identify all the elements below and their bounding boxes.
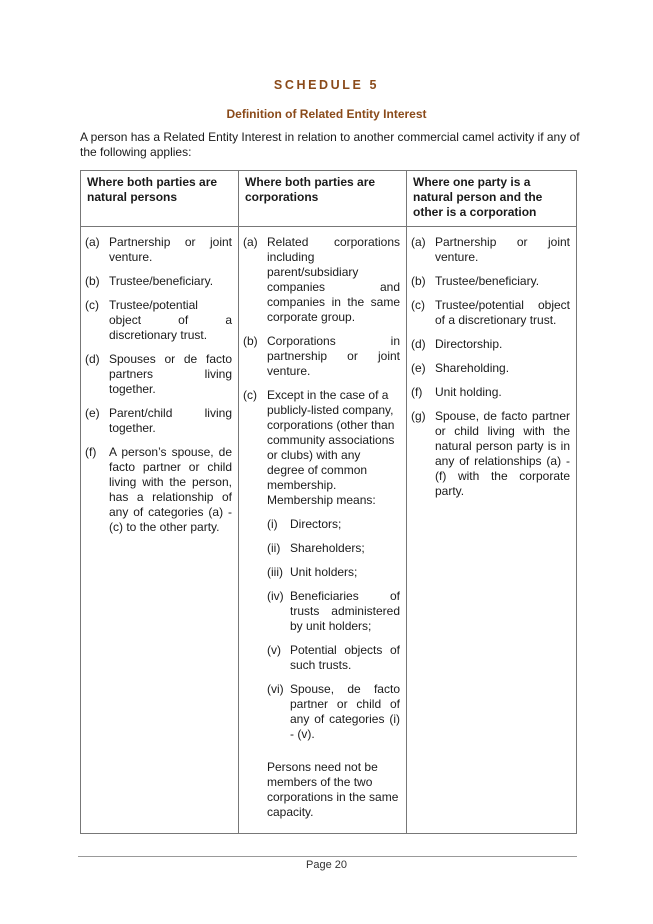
table-header-row — [81, 171, 577, 227]
sub-item-text: Unit holders; — [290, 565, 358, 579]
membership-sublist — [267, 517, 400, 742]
item-label: (d) — [85, 352, 100, 366]
mixed-list — [411, 235, 570, 499]
list-item — [411, 337, 570, 352]
list-item — [85, 352, 232, 397]
item-label: (f) — [411, 385, 423, 399]
item-text: Unit holding. — [435, 385, 502, 399]
list-item — [85, 274, 232, 289]
item-text: Partnership or joint venture. — [109, 235, 232, 264]
item-label: (b) — [243, 334, 258, 348]
schedule-subtitle: Definition of Related Entity Interest — [226, 107, 427, 121]
sub-item-label: (vi) — [267, 682, 284, 696]
sub-item-text: Potential objects of such trusts. — [290, 643, 400, 672]
list-item — [85, 445, 232, 535]
item-text: Spouses or de facto partners living together. — [109, 352, 232, 396]
capacity-note: Persons need not be members of the two corporations in the same capacity. — [267, 760, 399, 819]
item-text: Related corporations including parent/subsidiary companies and companies in the same corporate group. — [267, 235, 400, 324]
sub-list-item — [267, 541, 400, 556]
item-label: (c) — [85, 298, 99, 312]
item-text: Parent/child living together. — [109, 406, 232, 435]
list-item — [85, 298, 232, 343]
item-text: Corporations in partnership or joint venture. — [267, 334, 400, 378]
sub-item-label: (iv) — [267, 589, 284, 603]
item-label: (a) — [243, 235, 258, 249]
item-text: Partnership or joint venture. — [435, 235, 570, 264]
list-item — [411, 274, 570, 289]
sub-item-text: Shareholders; — [290, 541, 365, 555]
list-item — [411, 409, 570, 499]
natural-persons-list — [85, 235, 232, 535]
sub-item-label: (iii) — [267, 565, 283, 579]
list-item — [411, 361, 570, 376]
item-label: (b) — [85, 274, 100, 288]
footer-divider — [78, 856, 577, 857]
sub-item-label: (ii) — [267, 541, 281, 555]
sub-item-label: (i) — [267, 517, 278, 531]
column-header-mixed: Where one party is a natural person and the other is a corporation — [407, 171, 577, 227]
item-text: Trustee/potential object of a discretionary trust. — [109, 298, 232, 342]
item-label: (a) — [85, 235, 100, 249]
sub-list-item — [267, 643, 400, 673]
column-natural-persons — [81, 227, 239, 834]
item-label: (a) — [411, 235, 426, 249]
corporations-list — [243, 235, 400, 751]
item-text: Spouse, de facto partner or child living with the natural person party is in any of relationships (a) - (f) with the corporate party. — [435, 409, 570, 498]
item-label: (e) — [85, 406, 100, 420]
sub-item-text: Directors; — [290, 517, 342, 531]
item-text: Trustee/potential object of a discretionary trust. — [435, 298, 570, 327]
item-label: (b) — [411, 274, 426, 288]
list-item — [411, 298, 570, 328]
item-text: Trustee/beneficiary. — [435, 274, 540, 288]
sub-item-text: Beneficiaries of trusts administered by unit holders; — [290, 589, 400, 633]
list-item — [411, 385, 570, 400]
column-header-natural-persons: Where both parties are natural persons — [81, 171, 239, 227]
list-item — [243, 388, 400, 751]
sub-list-item — [267, 517, 400, 532]
list-item — [85, 406, 232, 436]
related-entity-interest-table — [80, 170, 577, 834]
column-corporations — [239, 227, 407, 834]
item-text: Directorship. — [435, 337, 503, 351]
item-label: (d) — [411, 337, 426, 351]
item-text: Except in the case of a publicly-listed company, corporations (other than community associations or clubs) with any degree of common membership. Membership means: — [267, 388, 395, 507]
column-mixed — [407, 227, 577, 834]
list-item — [243, 334, 400, 379]
item-label: (c) — [243, 388, 257, 402]
intro-paragraph: A person has a Related Entity Interest in relation to another commercial camel activity if any of the following applies: — [80, 130, 580, 159]
item-body — [267, 388, 400, 751]
item-label: (c) — [411, 298, 425, 312]
item-label: (g) — [411, 409, 426, 423]
table-body-row — [81, 227, 577, 834]
item-text: Trustee/beneficiary. — [109, 274, 214, 288]
page-number: Page 20 — [306, 859, 347, 871]
item-label: (f) — [85, 445, 97, 459]
item-text: A person’s spouse, de facto partner or child living with the person, has a relationship of any of categories (a) - (c) to the other party. — [109, 445, 232, 534]
list-item — [243, 235, 400, 325]
sub-item-label: (v) — [267, 643, 281, 657]
sub-list-item — [267, 682, 400, 742]
sub-item-text: Spouse, de facto partner or child of any of categories (i) - (v). — [290, 682, 400, 741]
item-text: Shareholding. — [435, 361, 510, 375]
sub-list-item — [267, 589, 400, 634]
list-item — [411, 235, 570, 265]
column-header-corporations: Where both parties are corporations — [239, 171, 407, 227]
list-item — [85, 235, 232, 265]
item-label: (e) — [411, 361, 426, 375]
sub-list-item — [267, 565, 400, 580]
schedule-title: SCHEDULE 5 — [273, 78, 380, 92]
